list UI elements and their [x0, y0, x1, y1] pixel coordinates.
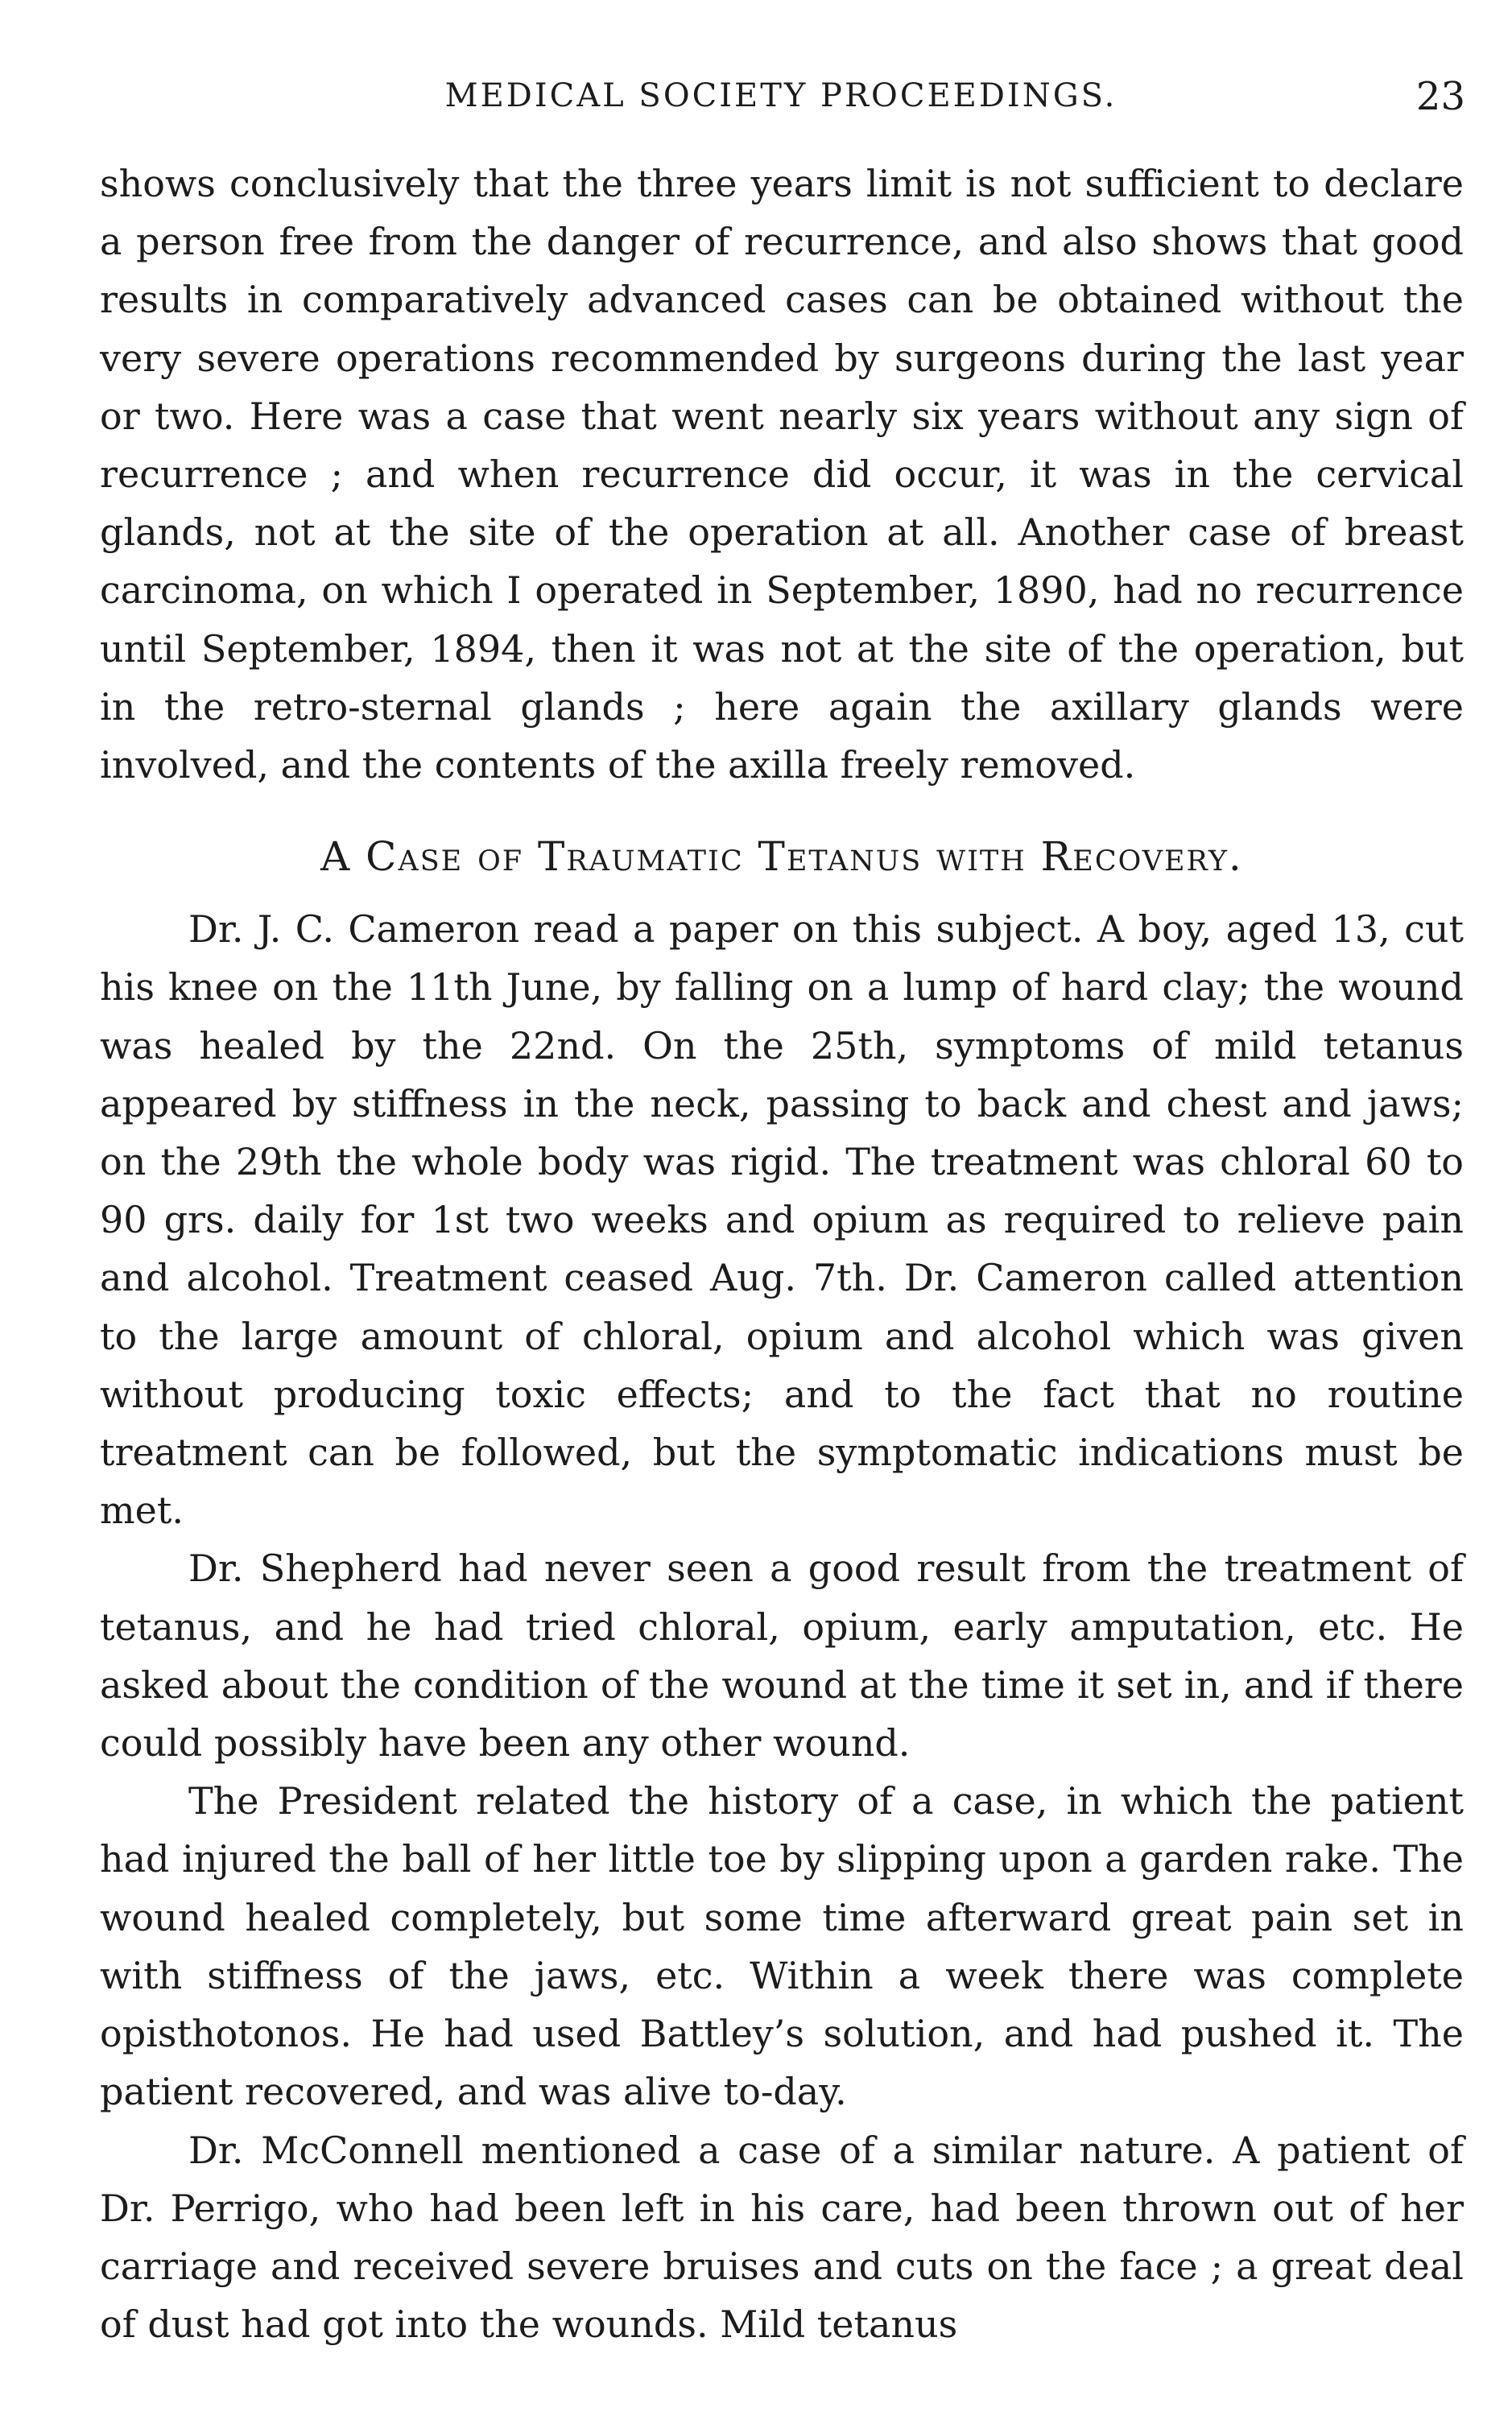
paragraph-president: The President related the history of a case, in which the patient had injured the ball of her little toe by slipping upon a garden rake. The wound healed completely, but some time afterward great pain set in with stiffness of the jaws, etc. Within a week there was complete opisthotonos. He had used Battley’s solution, and had pushed it. The patient recovered, and was alive to-day. [100, 1779, 1464, 2114]
running-title: MEDICAL SOCIETY PROCEEDINGS. [444, 77, 1117, 114]
body-text [100, 155, 1464, 2353]
paragraph-mcconnell: Dr. McConnell mentioned a case of a similar nature. A patient of Dr. Perrigo, who had been left in his care, had been thrown out of her carriage and received severe bruises and cuts on the face ; a great deal of dust had got into the wounds. Mild tetanus [100, 2128, 1464, 2347]
running-head [97, 71, 1465, 127]
continued-paragraph: shows conclusively that the three years limit is not sufficient to declare a person free from the danger of recurrence, and also shows that good results in comparatively advanced cases can be obtained without the very severe operations recommended by surgeons during the last year or two. Here was a case that went nearly six years without any sign of recurrence ; and when recurrence did occur, it was in the cervical glands, not at the site of the operation at all. Another case of breast carcinoma, on which I operated in September, 1890, had no recurrence until September, 1894, then it was not at the site of the operation, but in the retro-sternal glands ; here again the axillary glands were involved, and the contents of the axilla freely removed. [100, 162, 1464, 787]
section-heading: A Case of Traumatic Tetanus with Recovery. [320, 833, 1243, 881]
paragraph-cameron: Dr. J. C. Cameron read a paper on this subject. A boy, aged 13, cut his knee on the 11th June, by falling on a lump of hard clay; the wound was healed by the 22nd. On the 25th, symptoms of mild tetanus appeared by stiffness in the neck, passing to back and chest and jaws; on the 29th the whole body was rigid. The treatment was chloral 60 to 90 grs. daily for 1st two weeks and opium as required to relieve pain and alcohol. Treatment ceased Aug. 7th. Dr. Cameron called attention to the large amount of chloral, opium and alcohol which was given without producing toxic effects; and to the fact that no routine treatment can be followed, but the symptomatic indications must be met. [100, 907, 1464, 1533]
paragraph-shepherd: Dr. Shepherd had never seen a good result from the treatment of tetanus, and he had tried chloral, opium, early amputation, etc. He asked about the condition of the wound at the time it set in, and if there could possibly have been any other wound. [100, 1547, 1464, 1765]
page-number: 23 [1415, 74, 1465, 119]
